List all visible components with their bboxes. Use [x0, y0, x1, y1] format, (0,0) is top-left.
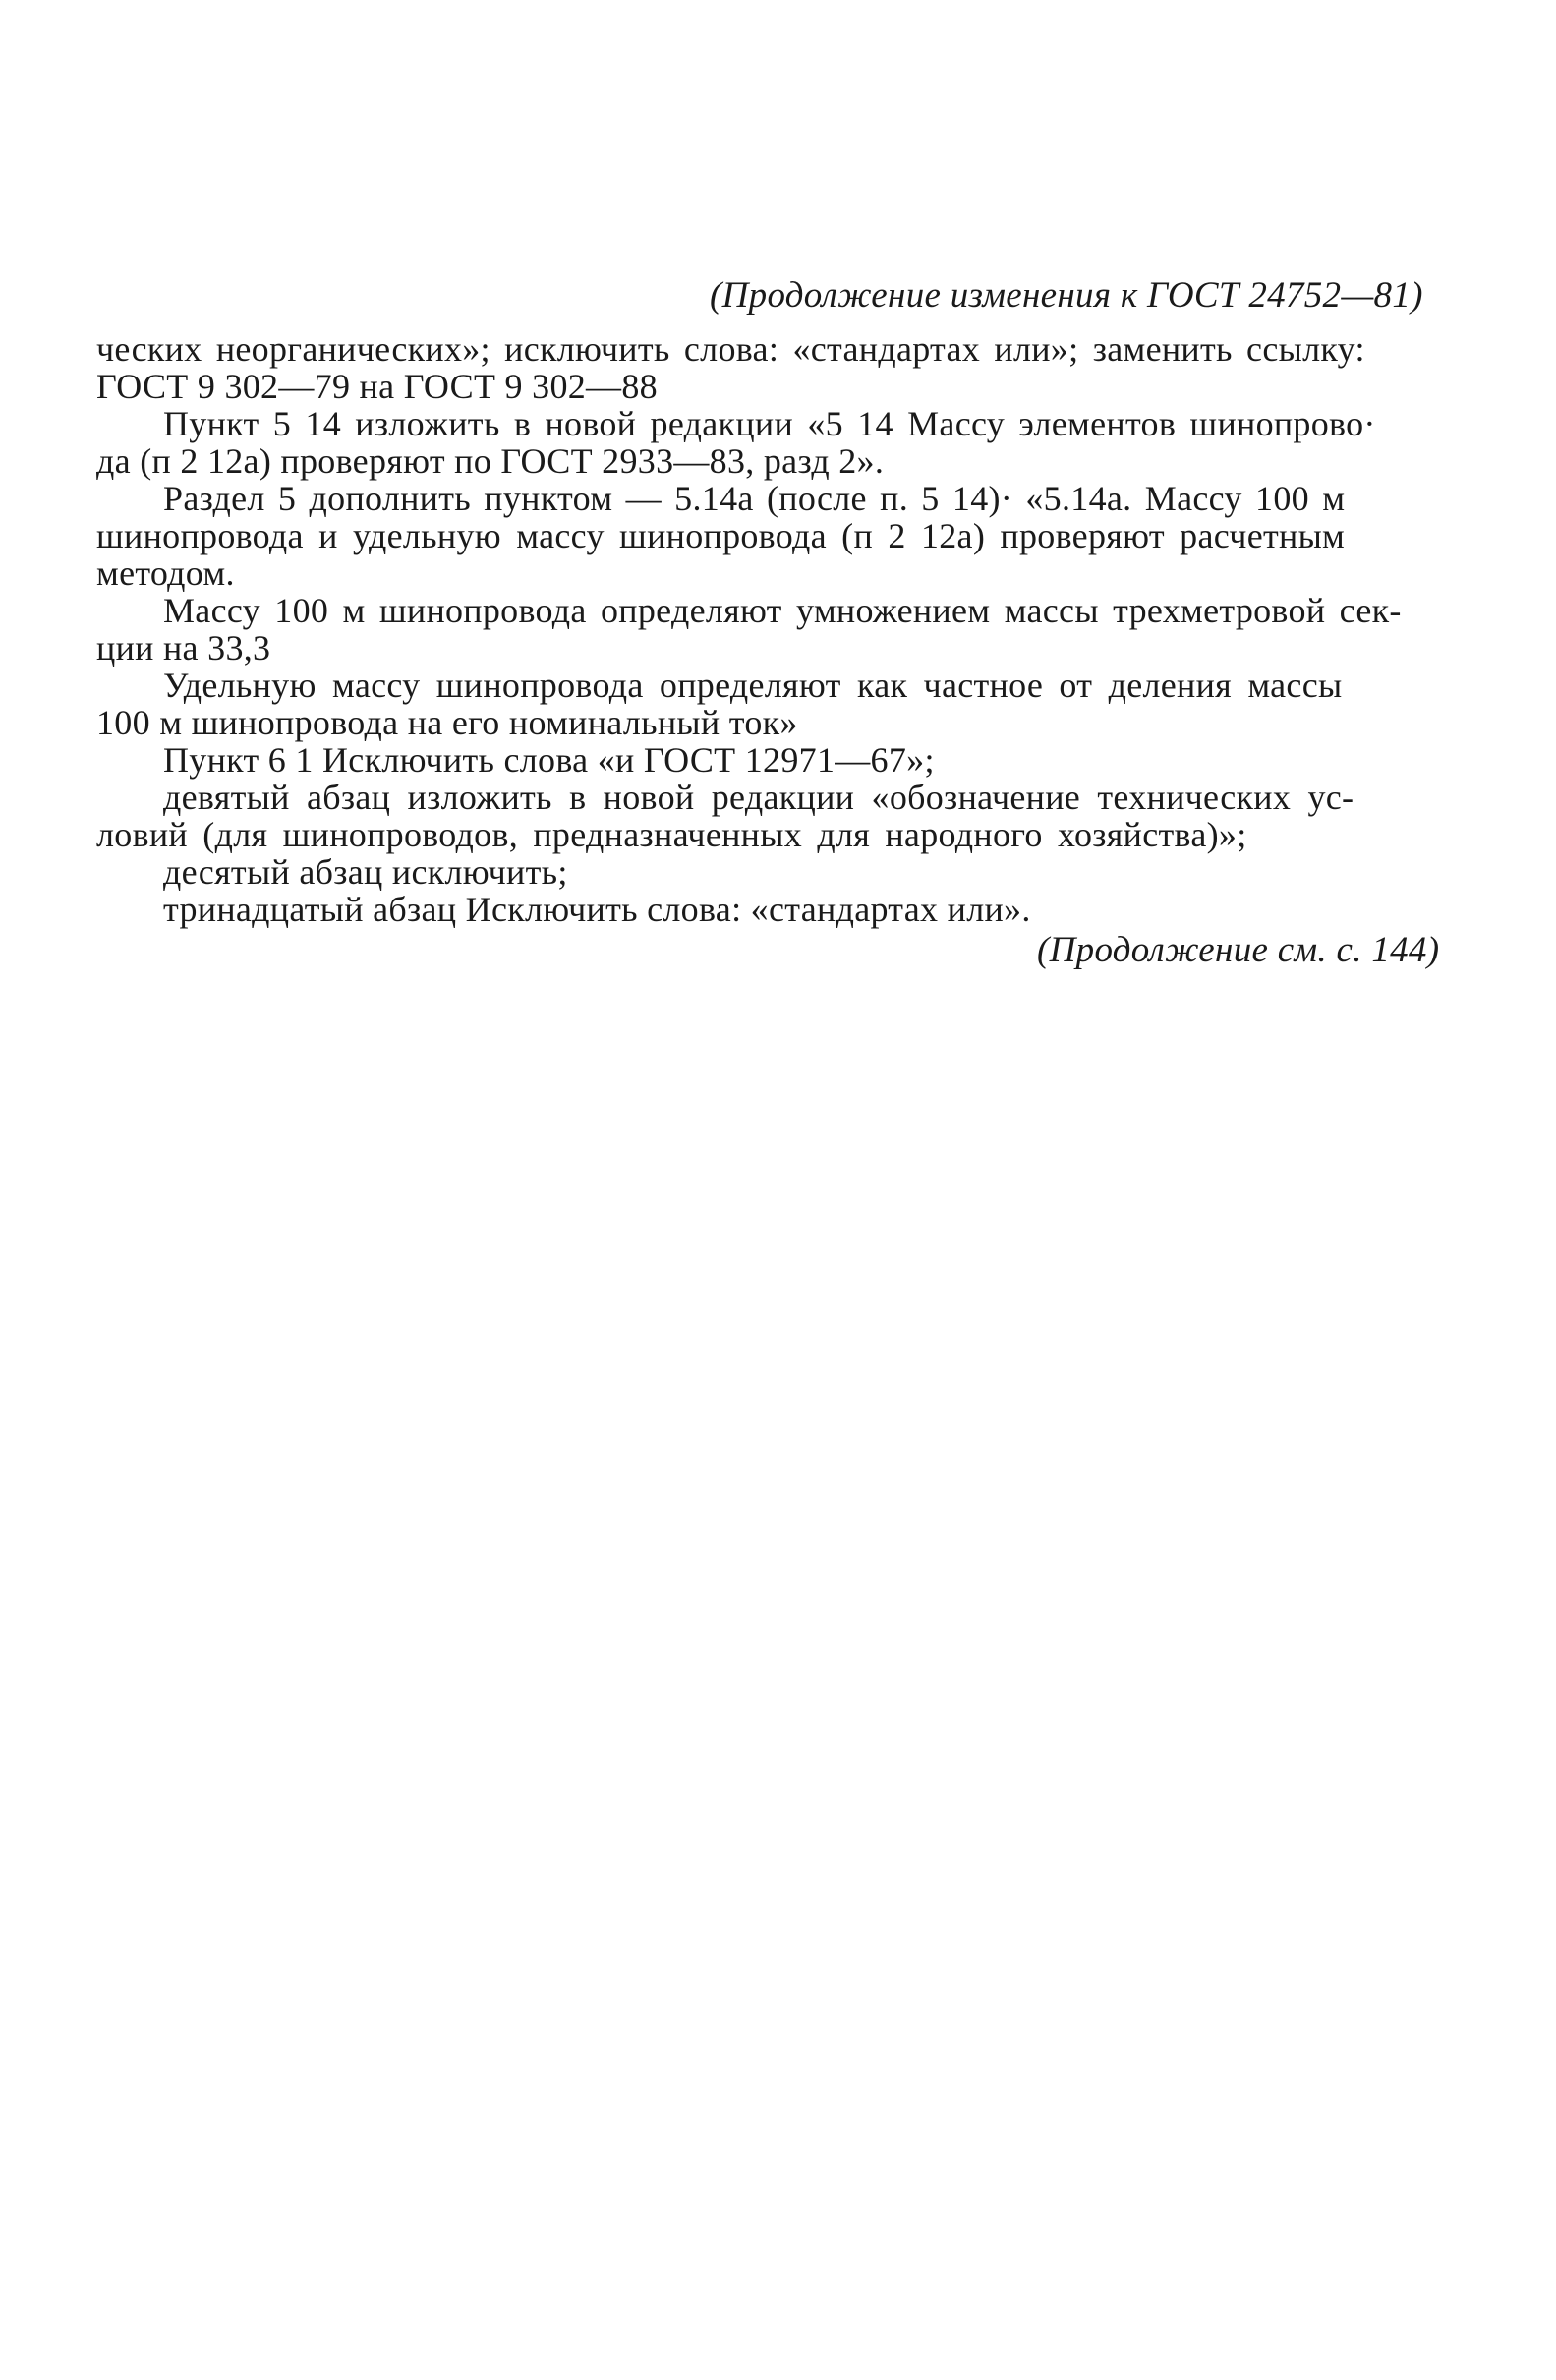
body-line-14: ловий (для шинопроводов, предназначенных для народного хозяйства)»;	[96, 815, 1247, 854]
body-line-12: Пункт 6 1 Исключить слова «и ГОСТ 12971—67»;	[163, 740, 935, 780]
body-line-6: шинопровода и удельную массу шинопровода (п 2 12а) проверяют расчетным	[96, 516, 1346, 555]
body-line-16: тринадцатый абзац Исключить слова: «стандартах или».	[163, 890, 1031, 929]
continuation-header: (Продолжение изменения к ГОСТ 24752—81)	[710, 275, 1423, 316]
body-line-13: девятый абзац изложить в новой редакции «обозначение технических ус-	[163, 778, 1354, 817]
continuation-footer: (Продолжение см. с. 144)	[1037, 930, 1440, 970]
body-line-5: Раздел 5 дополнить пунктом — 5.14а (после п. 5 14)· «5.14а. Массу 100 м	[163, 479, 1346, 518]
body-line-11: 100 м шинопровода на его номинальный ток»	[96, 703, 798, 742]
body-line-1: ческих неорганических»; исключить слова: «стандартах или»; заменить ссылку:	[96, 329, 1365, 369]
body-line-8: Массу 100 м шинопровода определяют умножением массы трехметровой сек-	[163, 591, 1402, 630]
body-line-4: да (п 2 12а) проверяют по ГОСТ 2933—83, разд 2».	[96, 441, 885, 481]
body-line-10: Удельную массу шинопровода определяют как частное от деления массы	[163, 666, 1343, 705]
body-line-15: десятый абзац исключить;	[163, 852, 568, 892]
body-line-2: ГОСТ 9 302—79 на ГОСТ 9 302—88	[96, 367, 658, 406]
body-line-7: методом.	[96, 553, 235, 593]
body-line-3: Пункт 5 14 изложить в новой редакции «5 14 Массу элементов шинопрово·	[163, 404, 1376, 443]
body-line-9: ции на 33,3	[96, 628, 271, 668]
